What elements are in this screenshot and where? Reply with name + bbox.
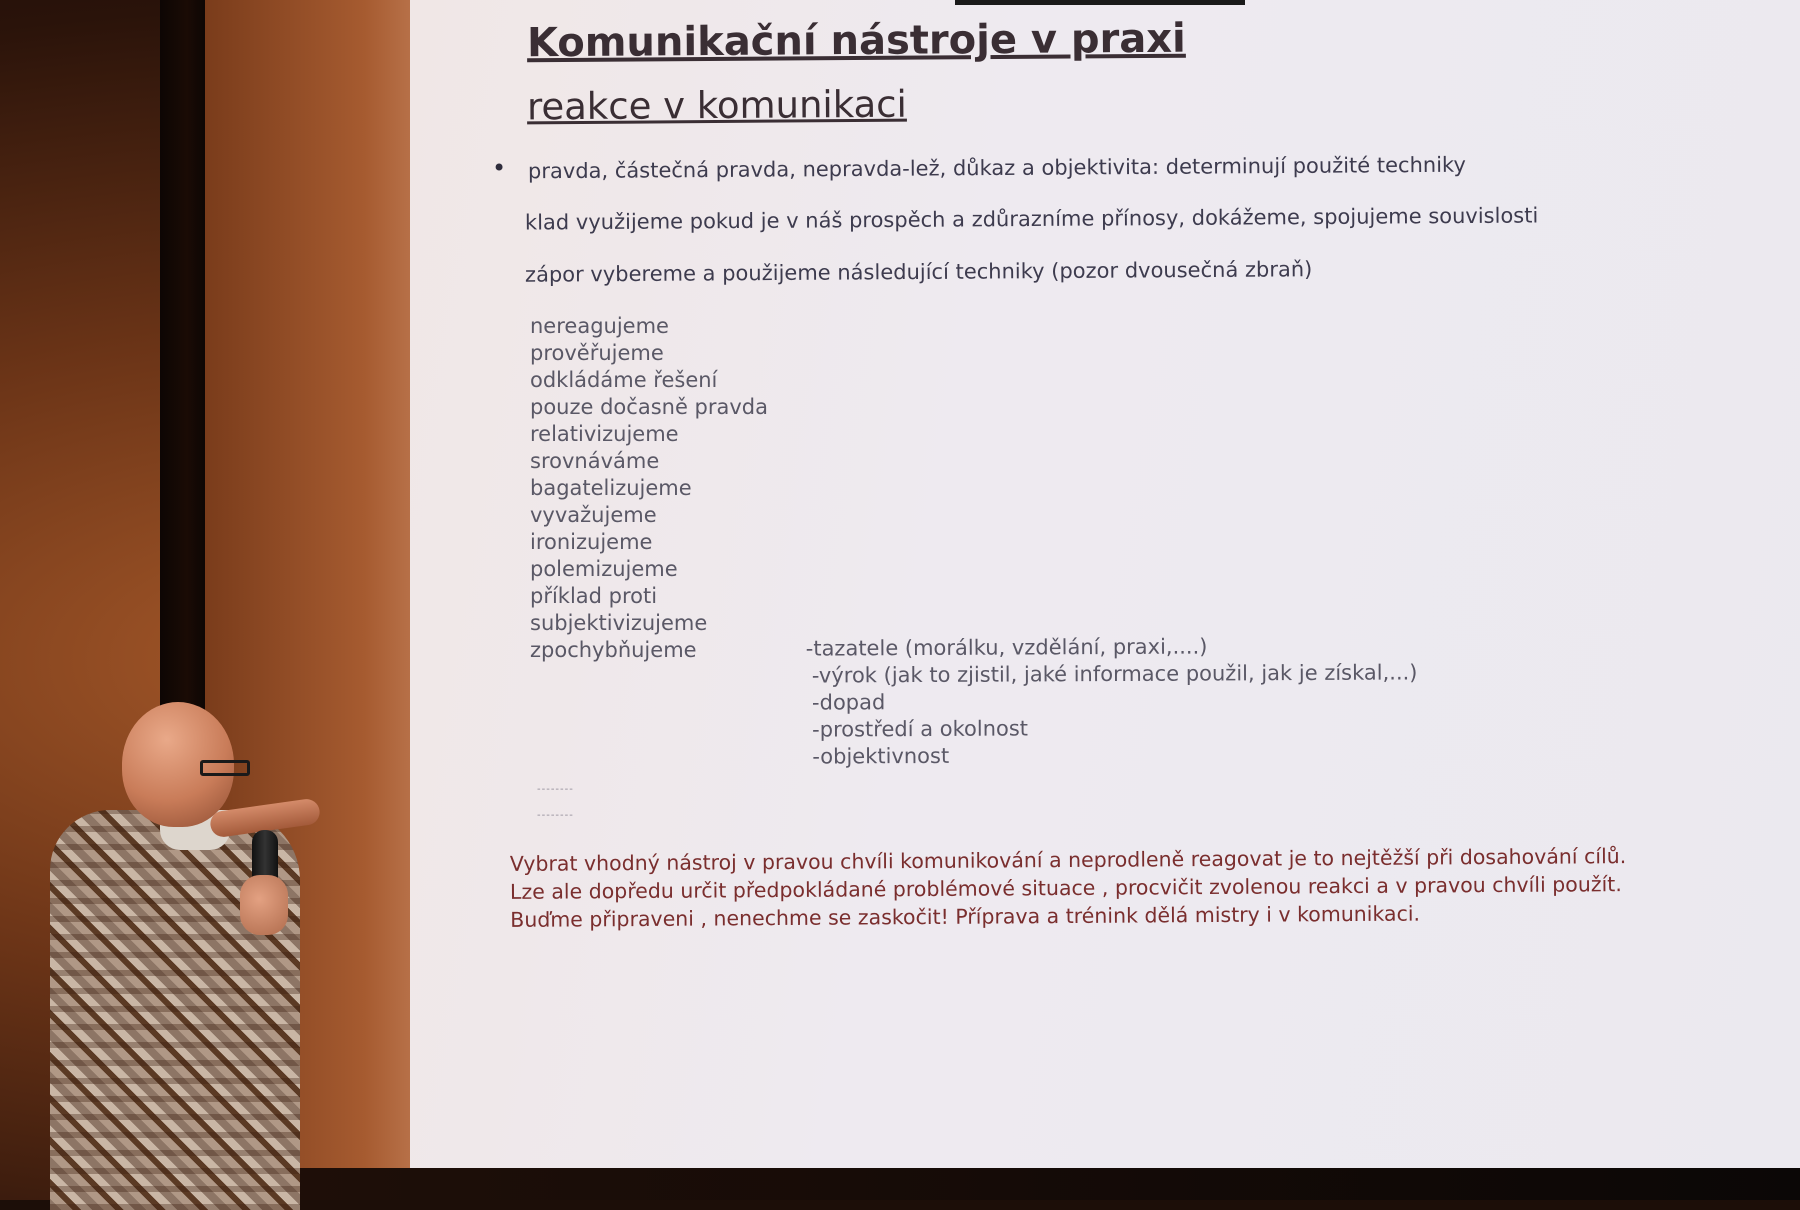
- list-item: nereagujeme: [530, 314, 669, 338]
- list-item: pouze dočasně pravda: [530, 395, 769, 419]
- negative-line: zápor vybereme a použijeme následující techniky (pozor dvousečná zbraň): [524, 257, 1313, 287]
- bullet-text: pravda, částečná pravda, nepravda-lež, důkaz a objektivita: determinují použité techniky: [527, 152, 1466, 184]
- list-item: -prostředí a okolnost: [812, 716, 1029, 742]
- presentation-slide: [410, 0, 1800, 1168]
- list-item: příklad proti: [530, 584, 658, 608]
- conclusion-paragraph: [510, 842, 1627, 934]
- presenter-hand: [240, 875, 288, 935]
- list-item: -dopad: [811, 690, 886, 715]
- doubt-targets-list: [806, 632, 1418, 770]
- screen-bottom-edge: [205, 1168, 1800, 1200]
- conclusion-line: Lze ale dopředu určit předpokládané problémové situace , procvičit zvolenou reakci a v pravou chvíli použít.: [509, 872, 1622, 904]
- list-item: relativizujeme: [530, 422, 679, 446]
- list-item: vyvažujeme: [530, 503, 657, 527]
- conclusion-line: Buďme připraveni , nenechme se zaskočit! Příprava a trénink dělá mistry i v komunikaci.: [510, 901, 1421, 932]
- bullet-marker: •: [492, 154, 507, 182]
- list-item: -objektivnost: [812, 743, 950, 769]
- list-item: subjektivizujeme: [530, 611, 708, 635]
- slide-title: Komunikační nástroje v praxi: [526, 15, 1186, 67]
- list-item: -tazatele (morálku, vzdělání, praxi,....): [805, 634, 1208, 661]
- list-item: -výrok (jak to zjistil, jaké informace použil, jak je získal,...): [811, 660, 1418, 688]
- slide-top-bar: [955, 0, 1245, 5]
- positive-line: klad využijeme pokud je v náš prospěch a zdůrazníme přínosy, dokážeme, spojujeme souvislosti: [524, 203, 1539, 235]
- list-item: prověřujeme: [530, 341, 664, 365]
- list-item: srovnáváme: [530, 449, 660, 473]
- list-item: bagatelizujeme: [530, 476, 692, 500]
- list-item: zpochybňujeme: [530, 638, 697, 662]
- conclusion-line: Vybrat vhodný nástroj v pravou chvíli komunikování a neprodleně reagovat je to nejtěžší při dosahování cílů.: [509, 844, 1627, 876]
- ellipsis-mark: --------: [537, 810, 574, 821]
- list-item: odkládáme řešení: [530, 368, 718, 392]
- list-item: polemizujeme: [530, 557, 678, 581]
- slide-subtitle: reakce v komunikaci: [526, 82, 907, 129]
- techniques-list: [530, 313, 768, 664]
- glasses-icon: [200, 760, 250, 776]
- presenter: [40, 690, 360, 1200]
- list-item: ironizujeme: [530, 530, 653, 554]
- ellipsis-mark: --------: [537, 784, 574, 795]
